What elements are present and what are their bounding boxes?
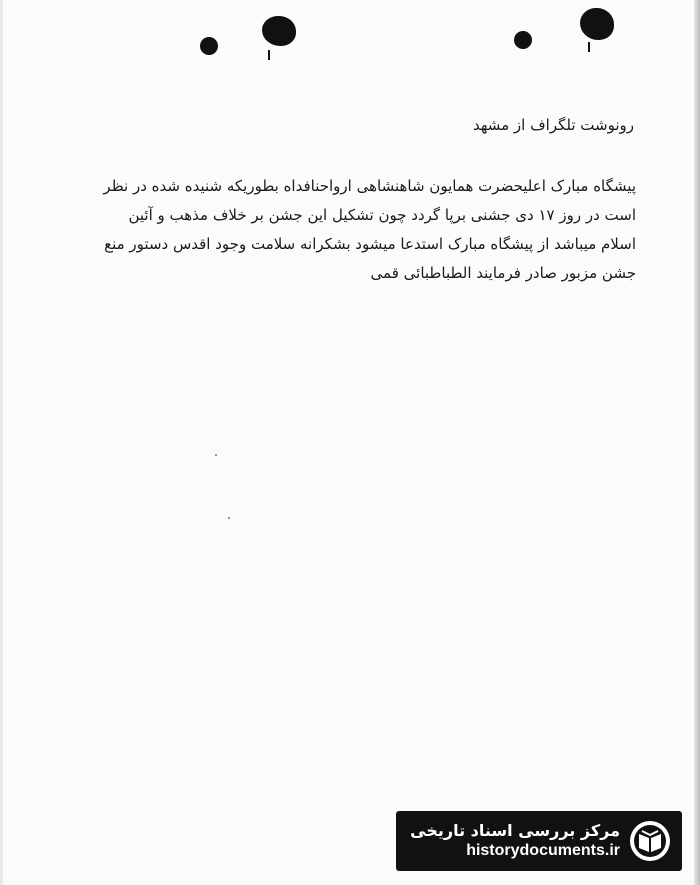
ink-blot-2 xyxy=(580,8,614,40)
archive-url: historydocuments.ir xyxy=(466,842,620,859)
body-line-3: اسلام میباشد از پیشگاه مبارک استدعا میشود بشکرانه سلامت وجود اقدس دستور منع xyxy=(104,235,636,253)
body-line-4: جشن مزبور صادر فرمایند الطباطبائی قمی xyxy=(370,264,636,282)
punch-hole-1 xyxy=(200,37,218,55)
document-title: رونوشت تلگراف از مشهد xyxy=(472,116,634,134)
ink-mark-2 xyxy=(588,42,590,52)
archive-watermark xyxy=(396,811,682,871)
paper-speck-1 xyxy=(215,454,217,456)
paper-speck-2 xyxy=(228,517,230,519)
telegram-body xyxy=(56,172,636,288)
page-left-edge xyxy=(0,0,3,885)
watermark-text xyxy=(410,821,620,861)
body-line-1: پیشگاه مبارک اعلیحضرت همایون شاهنشاهی ارواحنافداه بطوریکه شنیده شده در نظر xyxy=(103,177,636,195)
ink-mark-1 xyxy=(268,50,270,60)
ink-blot-1 xyxy=(262,16,296,46)
archive-name: مرکز بررسی اسناد تاریخی xyxy=(410,821,620,840)
page-right-edge xyxy=(694,0,700,885)
body-line-2: است در روز ۱۷ دی جشنی برپا گردد چون تشکیل این جشن بر خلاف مذهب و آئین xyxy=(128,206,636,224)
punch-hole-2 xyxy=(514,31,532,49)
book-seal-icon xyxy=(628,819,672,863)
